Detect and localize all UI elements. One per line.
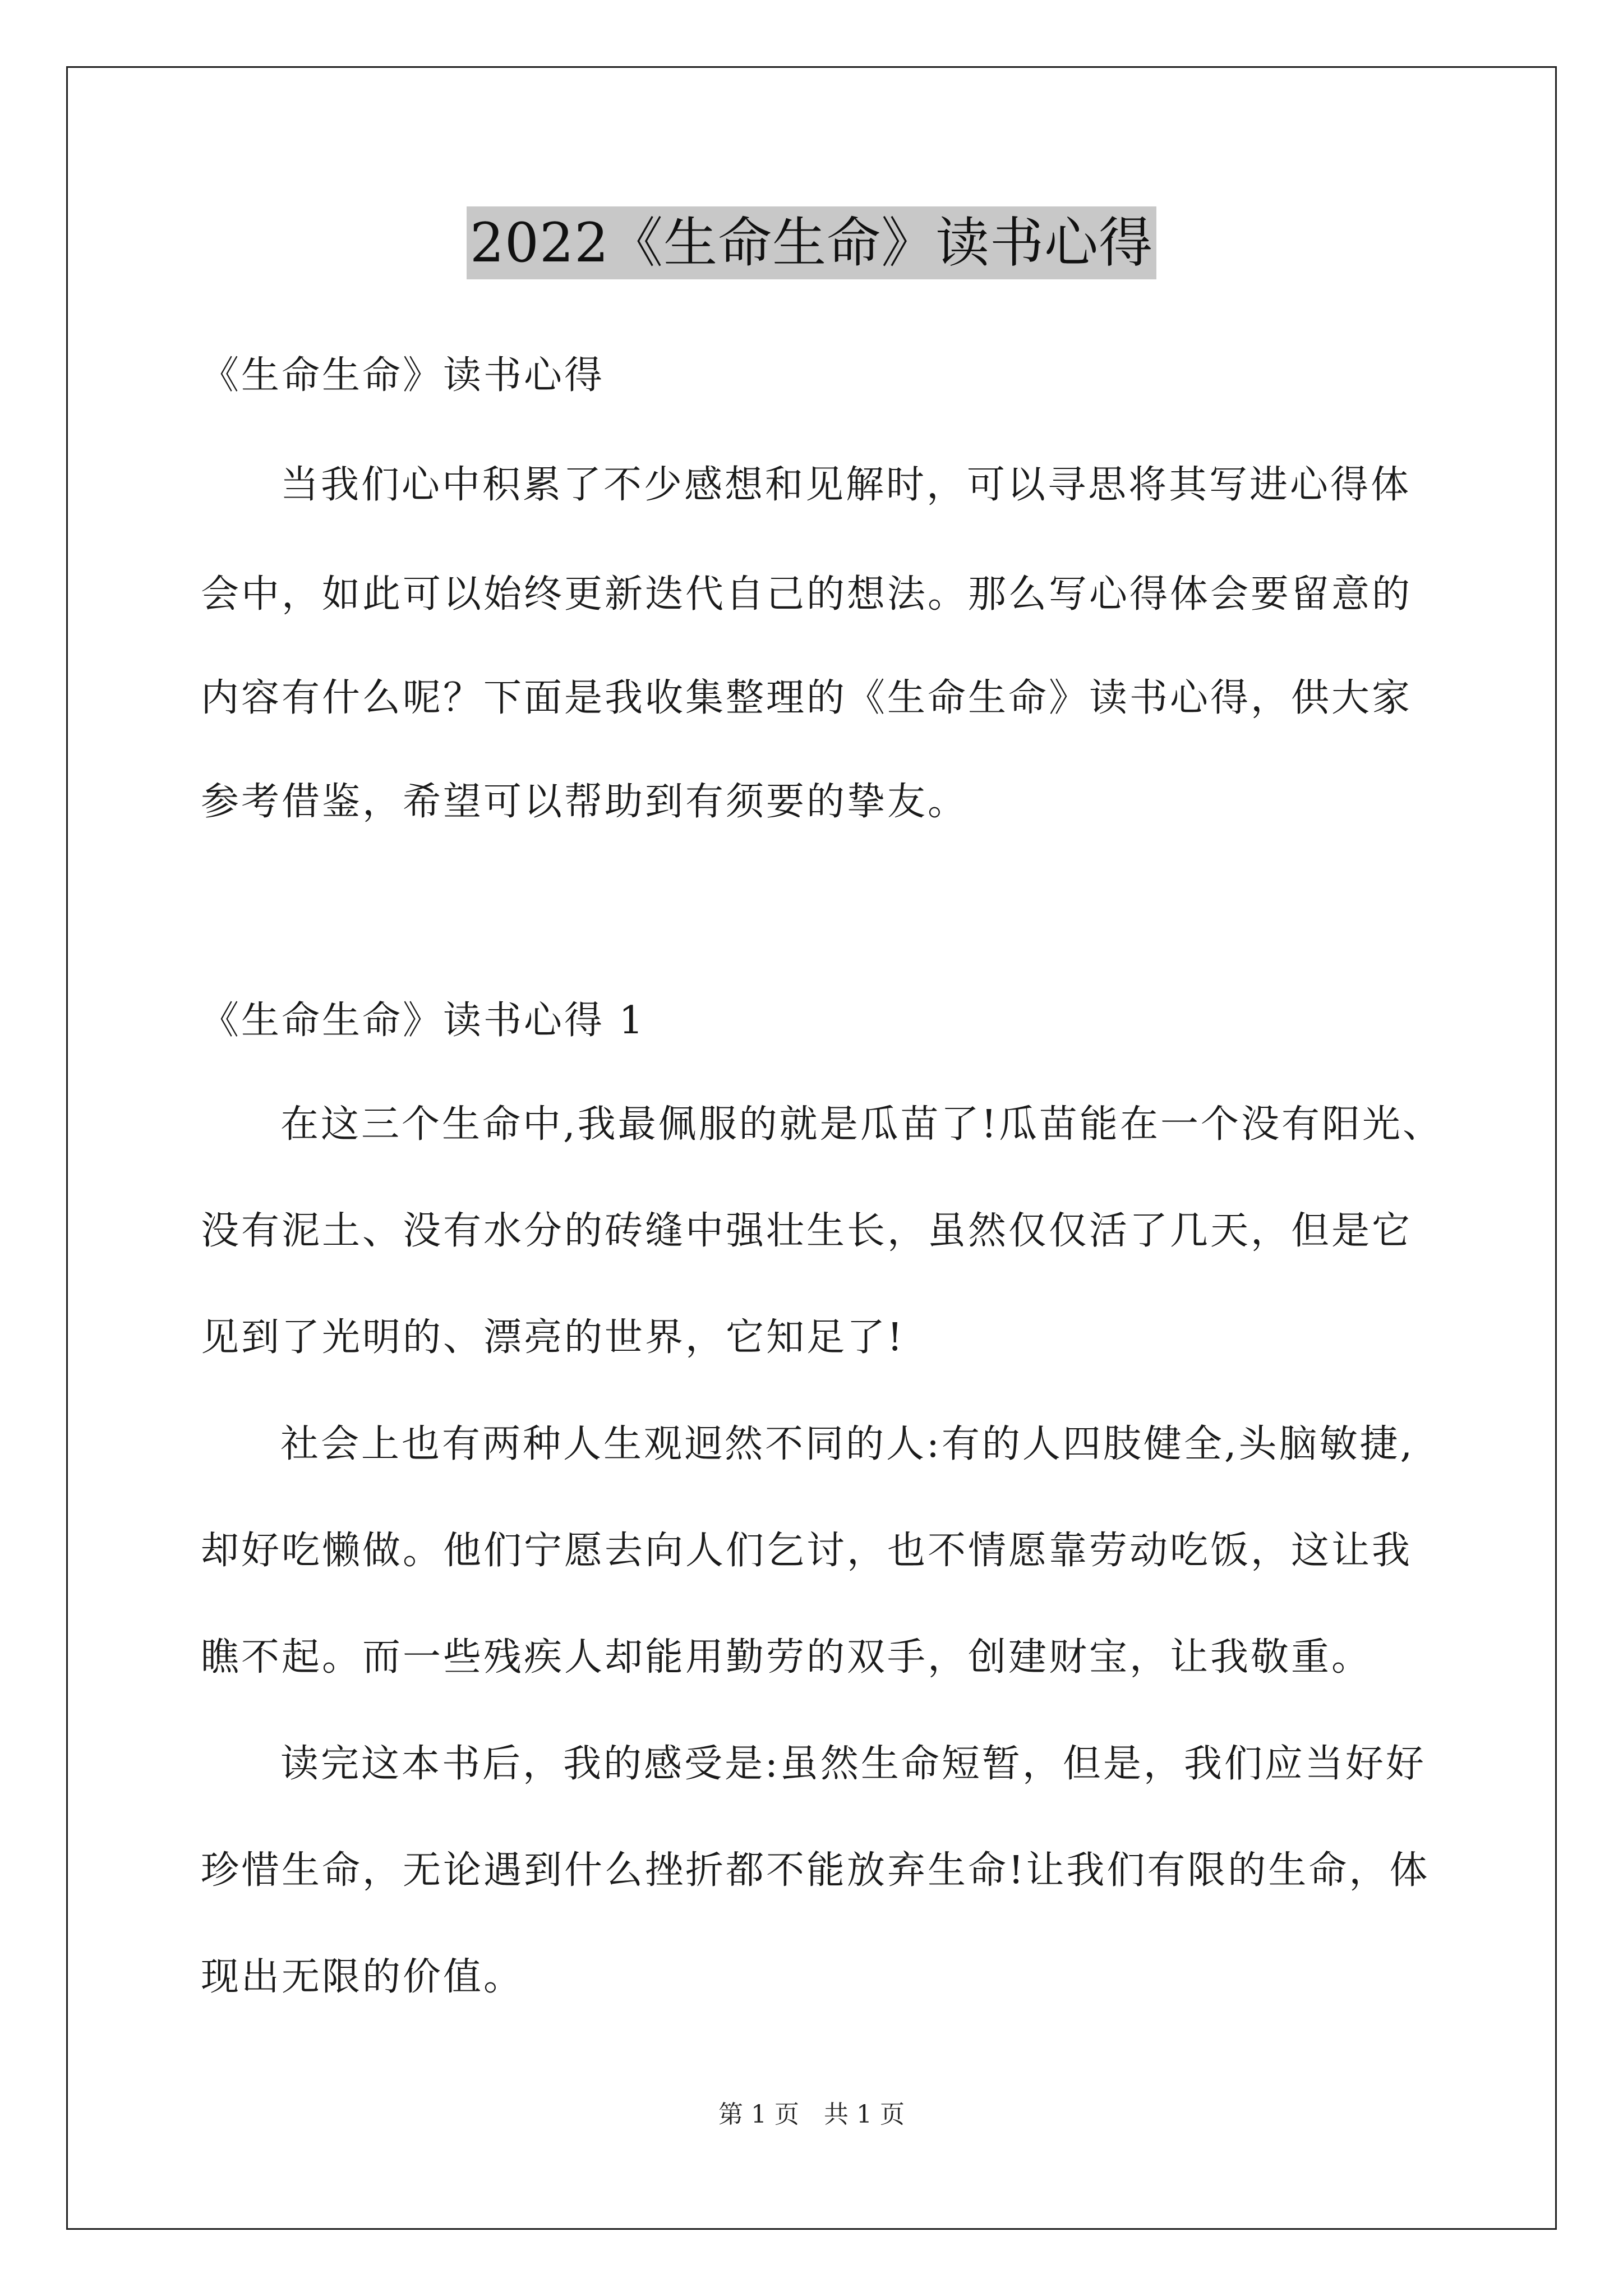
intro-line: 会中，如此可以始终更新迭代自己的想法。那么写心得体会要留意的 — [201, 572, 1413, 616]
intro-line: 参考借鉴，希望可以帮助到有须要的挚友。 — [201, 780, 969, 824]
body-line: 现出无限的价值。 — [201, 1955, 524, 1999]
body-line: 社会上也有两种人生观迥然不同的人:有的人四肢健全,头脑敏捷, — [280, 1422, 1415, 1466]
page-footer: 第 1 页 共 1 页 — [718, 2100, 905, 2129]
intro-line: 内容有什么呢？下面是我收集整理的《生命生命》读书心得，供大家 — [201, 676, 1413, 720]
title-container — [0, 206, 1623, 279]
section-heading: 《生命生命》读书心得 1 — [201, 999, 645, 1043]
body-line: 瞧不起。而一些残疾人却能用勤劳的双手，创建财宝，让我敬重。 — [201, 1635, 1372, 1680]
body-line: 读完这本书后，我的感受是:虽然生命短暂，但是，我们应当好好 — [280, 1742, 1426, 1786]
subtitle: 《生命生命》读书心得 — [201, 353, 605, 398]
body-line: 珍惜生命，无论遇到什么挫折都不能放弃生命!让我们有限的生命，体 — [201, 1848, 1430, 1893]
body-line: 在这三个生命中,我最佩服的就是瓜苗了!瓜苗能在一个没有阳光、 — [280, 1102, 1443, 1147]
body-line: 没有泥土、没有水分的砖缝中强壮生长，虽然仅仅活了几天，但是它 — [201, 1209, 1413, 1253]
body-line: 见到了光明的、漂亮的世界，它知足了! — [201, 1315, 905, 1360]
intro-line: 当我们心中积累了不少感想和见解时，可以寻思将其写进心得体 — [280, 463, 1412, 507]
document-title: 2022《生命生命》读书心得 — [467, 206, 1156, 279]
body-line: 却好吃懒做。他们宁愿去向人们乞讨，也不情愿靠劳动吃饭，这让我 — [201, 1529, 1413, 1573]
